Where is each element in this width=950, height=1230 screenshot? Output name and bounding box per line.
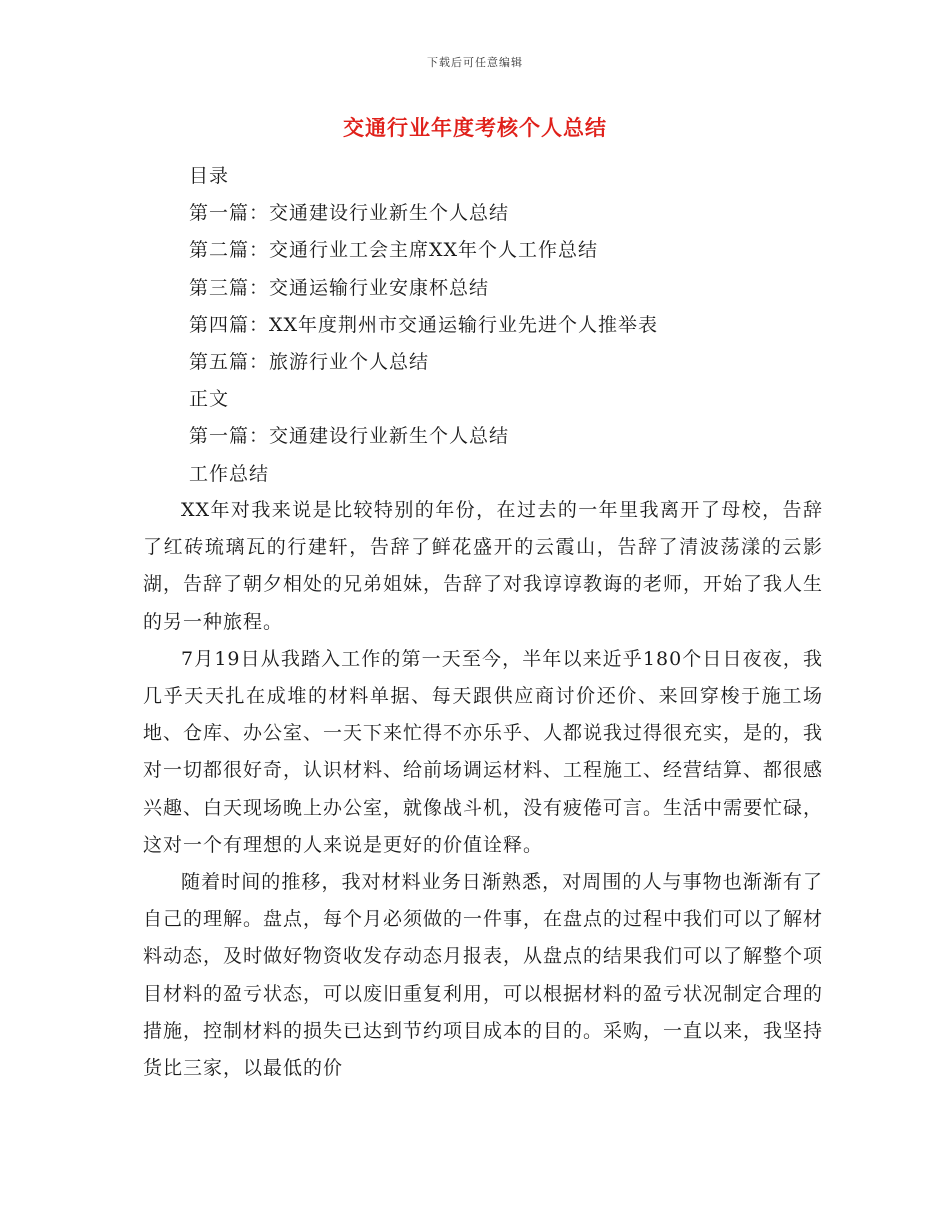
section-title: 第一篇：交通建设行业新生个人总结 <box>189 425 510 448</box>
toc-item: 第一篇：交通建设行业新生个人总结 <box>189 202 510 225</box>
toc-item: 第二篇：交通行业工会主席XX年个人工作总结 <box>189 239 599 262</box>
toc-item: 第五篇：旅游行业个人总结 <box>189 350 430 373</box>
toc-item: 第三篇：交通运输行业安康杯总结 <box>189 276 490 299</box>
section-subheading: 工作总结 <box>189 462 270 485</box>
toc-heading: 目录 <box>189 165 230 187</box>
table-of-contents <box>189 158 829 493</box>
paragraph: 7月19日从我踏入工作的第一天至今，半年以来近乎180个日日夜夜，我几乎天天扎在成堆的材料单据、每天跟供应商讨价还价、来回穿梭于施工场地、仓库、办公室、一天下来忙得不亦乐乎、人都说我过得很充实，是的，我对一切都很好奇，认识材料、给前场调运材料、工程施工、经营结算、都很感兴趣、白天现场晚上办公室，就像战斗机，没有疲倦可言。生活中需要忙碌，这对一个有理想的人来说是更好的价值诠释。 <box>143 647 824 856</box>
body-heading: 正文 <box>189 388 230 411</box>
body-text <box>143 492 823 1087</box>
document-title: 交通行业年度考核个人总结 <box>343 115 607 140</box>
paragraph: XX年对我来说是比较特别的年份，在过去的一年里我离开了母校，告辞了红砖琉璃瓦的行建轩，告辞了鲜花盛开的云霞山，告辞了清波荡漾的云影湖，告辞了朝夕相处的兄弟姐妹，告辞了对我谆谆教诲的老师，开始了我人生的另一种旅程。 <box>143 499 824 633</box>
paragraph: 随着时间的推移，我对材料业务日渐熟悉，对周围的人与事物也渐渐有了自己的理解。盘点，每个月必须做的一件事，在盘点的过程中我们可以了解材料动态，及时做好物资收发存动态月报表，从盘点的结果我们可以了解整个项目材料的盈亏状态，可以废旧重复利用，可以根据材料的盈亏状况制定合理的措施，控制材料的损失已达到节约项目成本的目的。采购，一直以来，我坚持货比三家，以最低的价 <box>143 871 824 1080</box>
toc-item: 第四篇：XX年度荆州市交通运输行业先进个人推举表 <box>189 313 659 336</box>
header-note: 下载后可任意编辑 <box>427 56 523 69</box>
